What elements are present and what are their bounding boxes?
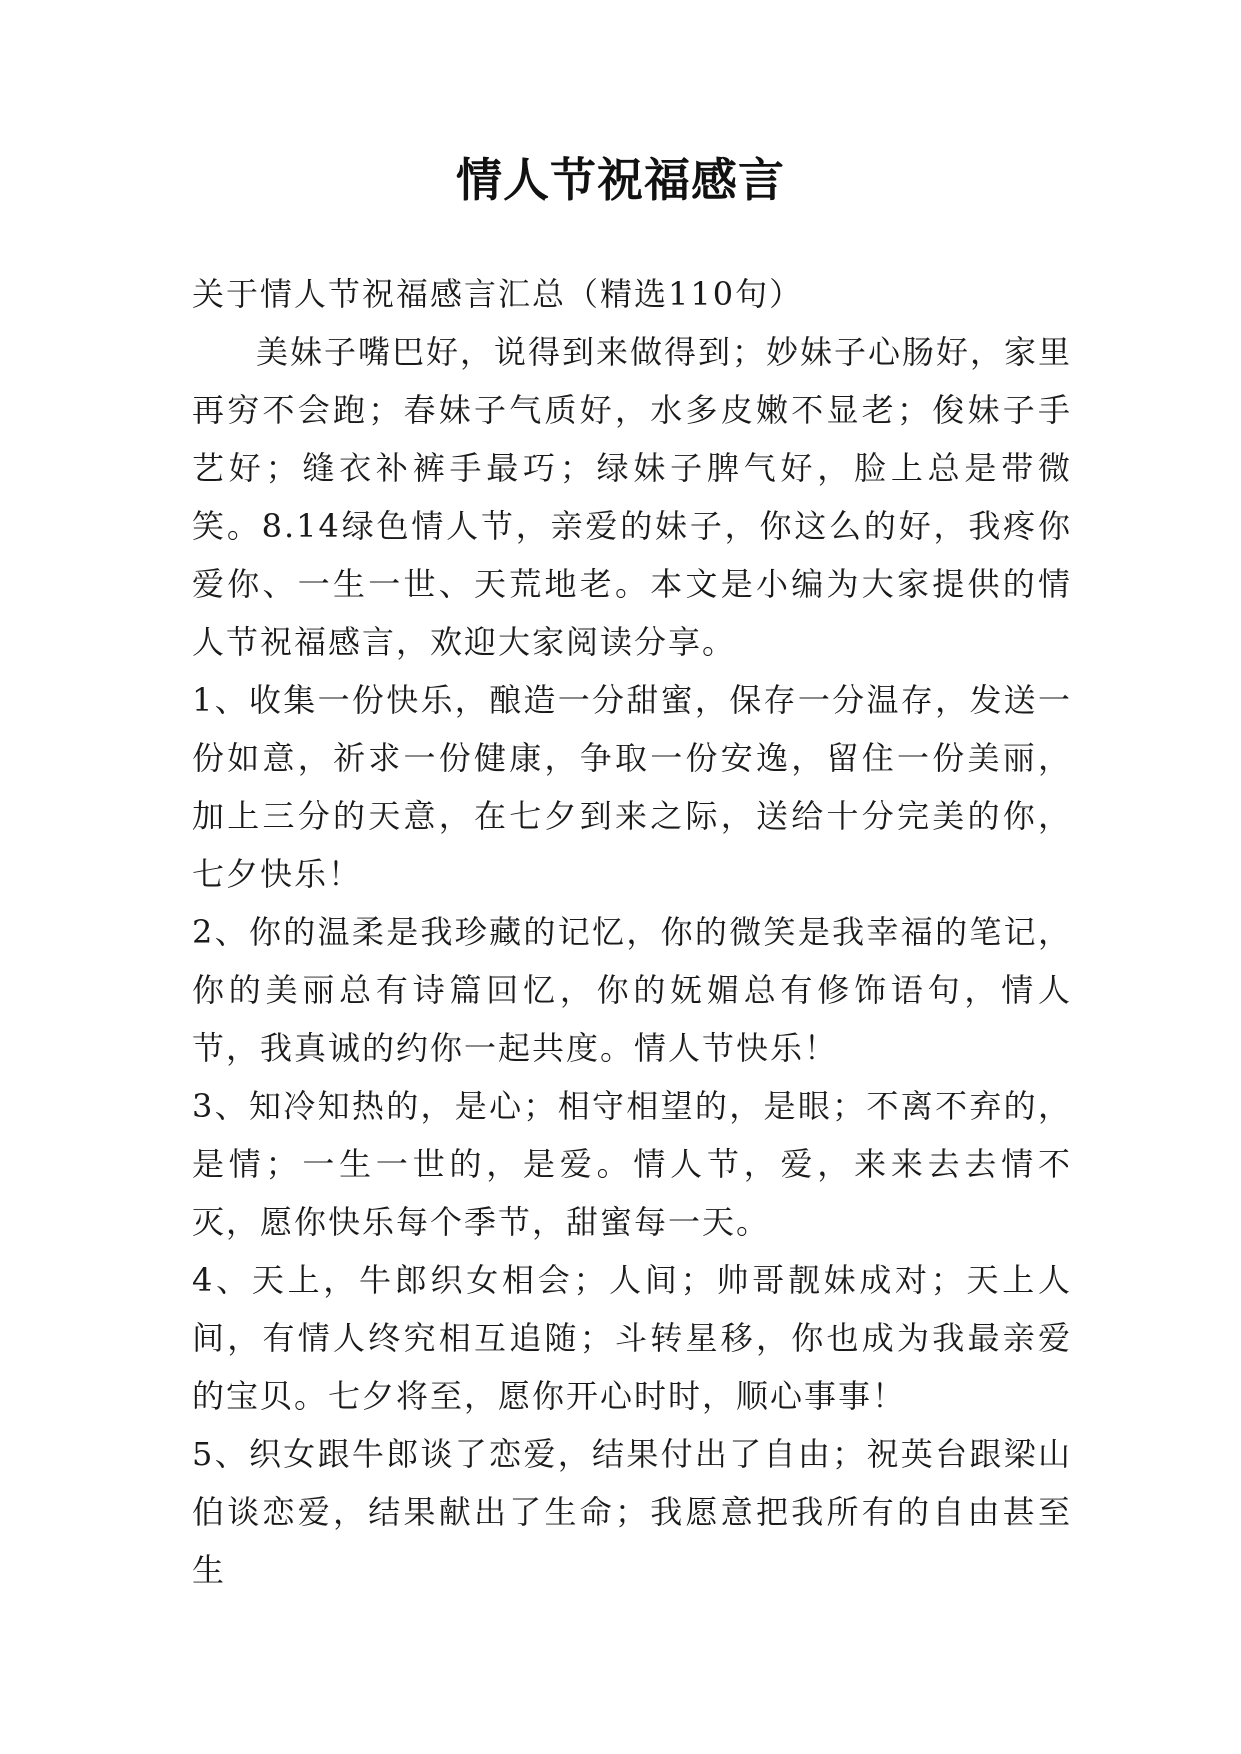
intro-paragraph: 美妹子嘴巴好，说得到来做得到；妙妹子心肠好，家里再穷不会跑；春妹子气质好，水多皮嫩不显老；俊妹子手艺好；缝衣补裤手最巧；绿妹子脾气好，脸上总是带微笑。8.14绿色情人节，亲爱的妹子，你这么的好，我疼你爱你、一生一世、天荒地老。本文是小编为大家提供的情人节祝福感言，欢迎大家阅读分享。 bbox=[192, 333, 1073, 661]
blessing-item-2: 2、你的温柔是我珍藏的记忆，你的微笑是我幸福的笔记，你的美丽总有诗篇回忆，你的妩媚总有修饰语句，情人节，我真诚的约你一起共度。情人节快乐！ bbox=[192, 913, 1072, 1067]
document-title: 情人节祝福感言 bbox=[456, 153, 785, 207]
blessing-item-4: 4、天上，牛郎织女相会；人间；帅哥靓妹成对；天上人间，有情人终究相互追随；斗转星移，你也成为我最亲爱的宝贝。七夕将至，愿你开心时时，顺心事事！ bbox=[192, 1261, 1072, 1415]
blessing-item-1: 1、收集一份快乐，酿造一分甜蜜，保存一分温存，发送一份如意，祈求一份健康，争取一份安逸，留住一份美丽，加上三分的天意，在七夕到来之际，送给十分完美的你，七夕快乐！ bbox=[192, 681, 1072, 893]
document-subtitle: 关于情人节祝福感言汇总（精选110句） bbox=[192, 275, 804, 313]
blessing-item-3: 3、知冷知热的，是心；相守相望的，是眼；不离不弃的，是情；一生一世的，是爱。情人节，爱，来来去去情不灭，愿你快乐每个季节，甜蜜每一天。 bbox=[192, 1087, 1072, 1241]
blessing-item-5: 5、织女跟牛郎谈了恋爱，结果付出了自由；祝英台跟梁山伯谈恋爱，结果献出了生命；我愿意把我所有的自由甚至生 bbox=[192, 1435, 1072, 1589]
document-body bbox=[192, 265, 1072, 1599]
